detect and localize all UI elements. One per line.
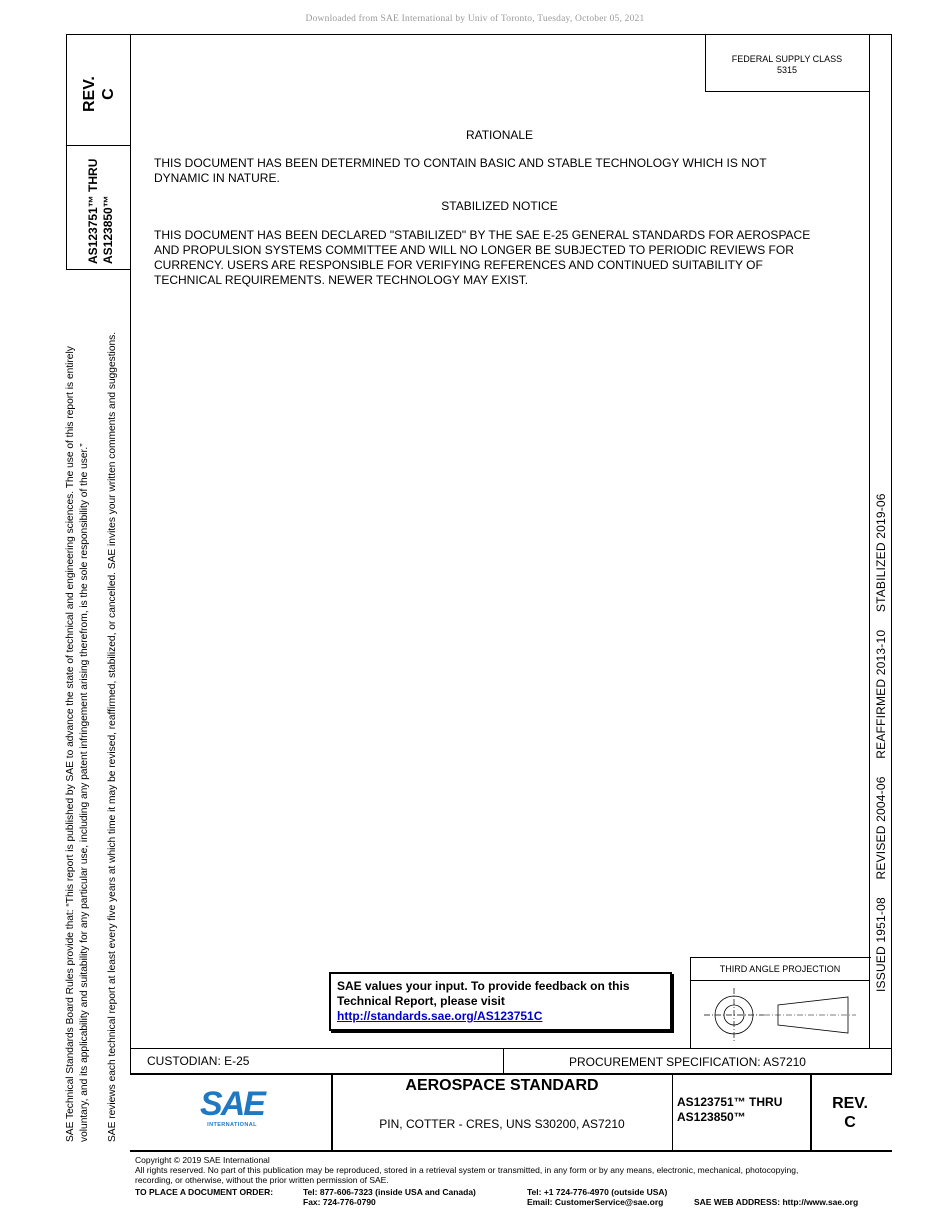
feedback-box — [329, 972, 672, 1031]
disclaimer-line3: SAE reviews each technical report at least every five years at which time it may be revised, reaffirmed, stabilized, or cancelled. SAE invites your written comments and suggestions. — [107, 331, 118, 1142]
rationale-line2: DYNAMIC IN NATURE. — [154, 171, 280, 185]
download-notice: Downloaded from SAE International by Univ of Toronto, Tuesday, October 05, 2021 — [305, 14, 645, 24]
left-rev-divider — [66, 145, 130, 146]
disclaimer-line2: voluntary, and its applicability and suitability for any particular use, including any patent infringement arising therefrom, is the sole responsibility of the user.” — [79, 443, 90, 1142]
feedback-line1: SAE values your input. To provide feedback on this — [337, 979, 630, 993]
order-tel-outside: Tel: +1 724-776-4970 (outside USA) — [527, 1187, 668, 1197]
title-block-top — [130, 1073, 892, 1075]
frame-right-outer — [891, 34, 892, 1074]
stabilized-line4: TECHNICAL REQUIREMENTS. NEWER TECHNOLOGY MAY EXIST. — [154, 273, 529, 287]
order-contact-outside — [527, 1187, 667, 1207]
federal-supply-label: FEDERAL SUPPLY CLASS — [731, 54, 843, 64]
left-document-number — [86, 159, 116, 264]
document-title: AEROSPACE STANDARD — [405, 1077, 599, 1094]
left-docnum-line2: AS123850™ — [101, 195, 115, 264]
right-rev-line1: REV. — [832, 1095, 868, 1112]
third-angle-projection-icon — [692, 984, 868, 1046]
order-tel-usa: Tel: 877-606-7323 (inside USA and Canada) — [303, 1187, 476, 1197]
sae-logo-letters: SAE — [200, 1085, 264, 1123]
stabilized-line1: THIS DOCUMENT HAS BEEN DECLARED "STABILIZED" BY THE SAE E-25 GENERAL STANDARDS FOR AEROSPACE — [154, 228, 811, 242]
stabilized-line2: AND PROPULSION SYSTEMS COMMITTEE AND WILL NO LONGER BE SUBJECTED TO PERIODIC REVIEWS FOR — [154, 243, 794, 257]
stabilized-line3: CURRENCY. USERS ARE RESPONSIBLE FOR VERIFYING REFERENCES AND CONTINUED SUITABILITY OF — [154, 258, 763, 272]
feedback-link[interactable]: http://standards.sae.org/AS123751C — [337, 1009, 543, 1023]
revision-history — [874, 493, 888, 992]
left-rev-label — [80, 76, 118, 112]
feedback-line2: Technical Report, please visit — [337, 994, 505, 1008]
footer-rights-line1: All rights reserved. No part of this publication may be reproduced, stored in a retrieval system or transmitted, in any form or by any means, electronic, mechanical, photocopying, — [135, 1165, 799, 1175]
order-web-address: SAE WEB ADDRESS: http://www.sae.org — [694, 1197, 859, 1207]
order-email: Email: CustomerService@sae.org — [527, 1197, 664, 1207]
left-docnum-line1: AS123751™ THRU — [86, 158, 100, 264]
order-label: TO PLACE A DOCUMENT ORDER: — [135, 1187, 274, 1197]
third-angle-label: THIRD ANGLE PROJECTION — [690, 964, 870, 981]
frame-inner-left — [130, 34, 131, 1074]
left-rev-line2: C — [100, 88, 117, 100]
footer-copyright: Copyright © 2019 SAE International — [135, 1155, 270, 1165]
sae-logo-subtitle: INTERNATIONAL — [207, 1122, 257, 1128]
custodian-divider — [503, 1048, 504, 1074]
left-rev-line1: REV. — [81, 76, 98, 112]
frame-left — [66, 34, 67, 270]
stabilized-text — [154, 228, 810, 288]
rationale-line1: THIS DOCUMENT HAS BEEN DETERMINED TO CONTAIN BASIC AND STABLE TECHNOLOGY WHICH IS NOT — [154, 156, 767, 170]
rationale-heading: RATIONALE — [465, 128, 534, 142]
footer-rights-line2: recording, or otherwise, without the prior written permission of SAE. — [135, 1175, 389, 1185]
left-docnum-bottom — [66, 269, 130, 270]
right-document-number — [677, 1095, 782, 1125]
footer — [135, 1155, 798, 1185]
right-rev-line2: C — [844, 1114, 856, 1131]
title-divider — [672, 1073, 673, 1152]
federal-supply-class — [705, 54, 869, 76]
federal-supply-value: 5315 — [776, 65, 798, 75]
order-contact-usa — [303, 1187, 476, 1207]
frame-right-inner — [869, 34, 870, 1049]
right-docnum-line1: AS123751™ THRU — [677, 1095, 783, 1109]
right-rev-label — [812, 1094, 888, 1132]
document-subtitle: PIN, COTTER - CRES, UNS S30200, AS7210 — [379, 1117, 625, 1131]
procurement-specification: PROCUREMENT SPECIFICATION: AS7210 — [569, 1055, 806, 1069]
right-docnum-line2: AS123850™ — [677, 1110, 746, 1124]
order-fax: Fax: 724-776-0790 — [303, 1197, 376, 1207]
custodian: CUSTODIAN: E-25 — [147, 1054, 250, 1068]
rationale-text — [154, 156, 767, 186]
revision-history-text: ISSUED 1951-08 REVISED 2004-06 REAFFIRMED 2013-10 STABILIZED 2019-06 — [874, 493, 888, 992]
title-block-bottom — [130, 1150, 892, 1152]
sae-logo — [196, 1087, 268, 1128]
disclaimer-line1: SAE Technical Standards Board Rules provide that: “This report is published by SAE to advance the state of technical and engineering sciences. The use of this report is entirely — [65, 346, 76, 1142]
stabilized-heading: STABILIZED NOTICE — [441, 199, 558, 213]
